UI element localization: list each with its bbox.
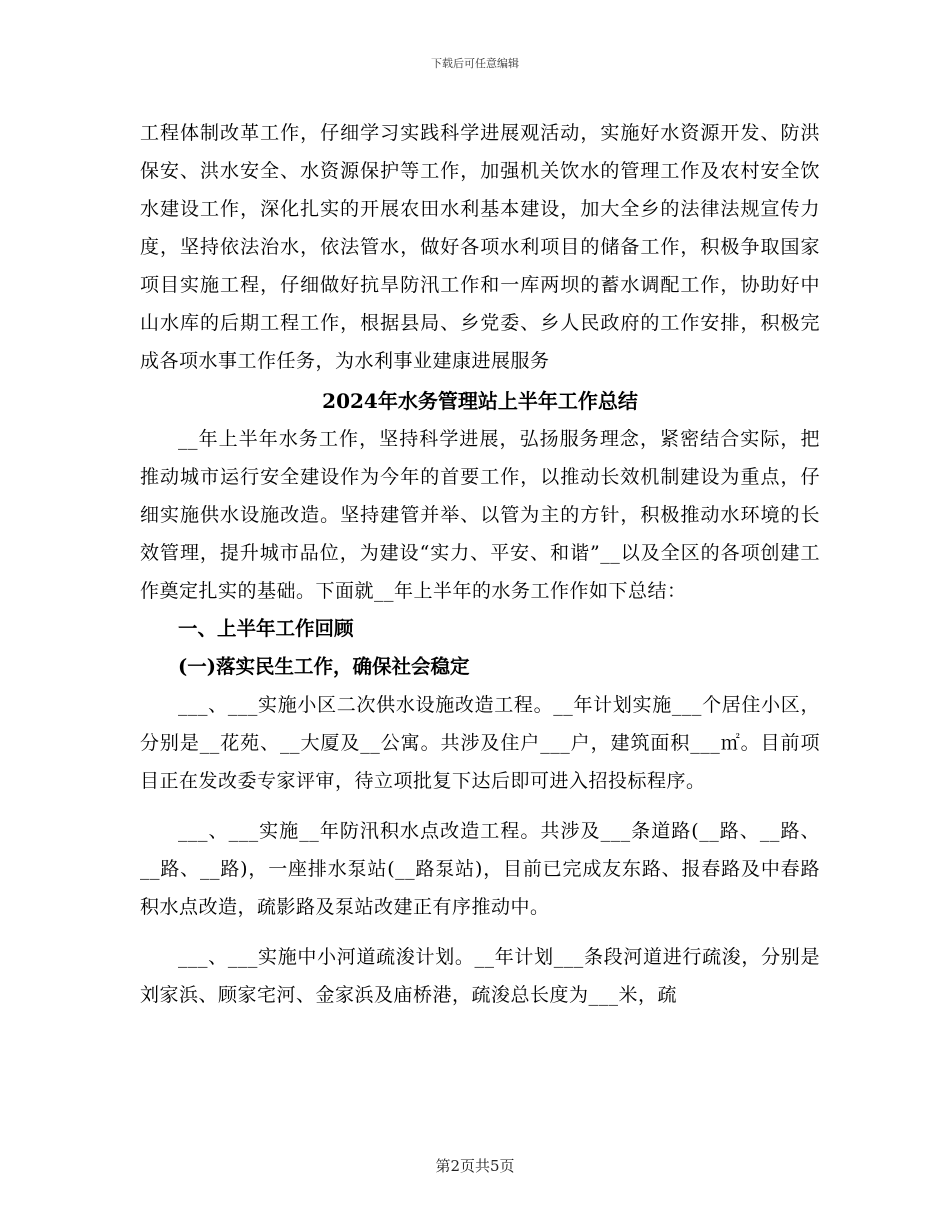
item-paragraph-1: ___、___实施小区二次供水设施改造工程。__年计划实施___个居住小区，分别是__花苑、__大厦及__公寓。共涉及住户___户，建筑面积___㎡。目前项目正在发改委专家评审，待立项批复下达后即可进入招投标程序。 xyxy=(140,694,820,792)
page-number: 第2页共5页 xyxy=(435,1157,515,1175)
subsection-heading: (一)落实民生工作，确保社会稳定 xyxy=(178,655,470,678)
intro-paragraph: 工程体制改革工作，仔细学习实践科学进展观活动，实施好水资源开发、防洪保安、洪水安全、水资源保护等工作，加强机关饮水的管理工作及农村安全饮水建设工作，深化扎实的开展农田水利基本建设，加大全乡的法律法规宣传力度，坚持依法治水，依法管水，做好各项水利项目的储备工作，积极争取国家项目实施工程，仔细做好抗旱防汛工作和一库两坝的蓄水调配工作，协助好中山水库的后期工程工作，根据县局、乡党委、乡人民政府的工作安排，积极完成各项水事工作任务，为水利事业建康进展服务 xyxy=(140,122,820,372)
item-paragraph-2: ___、___实施__年防汛积水点改造工程。共涉及___条道路(__路、__路、__路、__路)，一座排水泵站(__路泵站)，目前已完成友东路、报春路及中春路积水点改造，疏影路及泵站改建正有序推动中。 xyxy=(140,820,820,918)
page-header-note: 下载后可任意编辑 xyxy=(431,57,519,70)
document-body xyxy=(140,114,820,1014)
summary-paragraph: __年上半年水务工作，坚持科学进展，弘扬服务理念，紧密结合实际，把推动城市运行安全建设作为今年的首要工作，以推动长效机制建设为重点，仔细实施供水设施改造。坚持建管并举、以管为主的方针，积极推动水环境的长效管理，提升城市品位，为建设“实力、平安、和谐”__以及全区的各项创建工作奠定扎实的基础。下面就__年上半年的水务工作作如下总结： xyxy=(140,428,820,602)
document-title: 2024年水务管理站上半年工作总结 xyxy=(322,389,638,413)
section-heading: 一、上半年工作回顾 xyxy=(178,617,354,640)
item-paragraph-3: ___、___实施中小河道疏浚计划。__年计划___条段河道进行疏浚，分别是刘家浜、顾家宅河、金家浜及庙桥港，疏浚总长度为___米，疏 xyxy=(140,946,820,1006)
